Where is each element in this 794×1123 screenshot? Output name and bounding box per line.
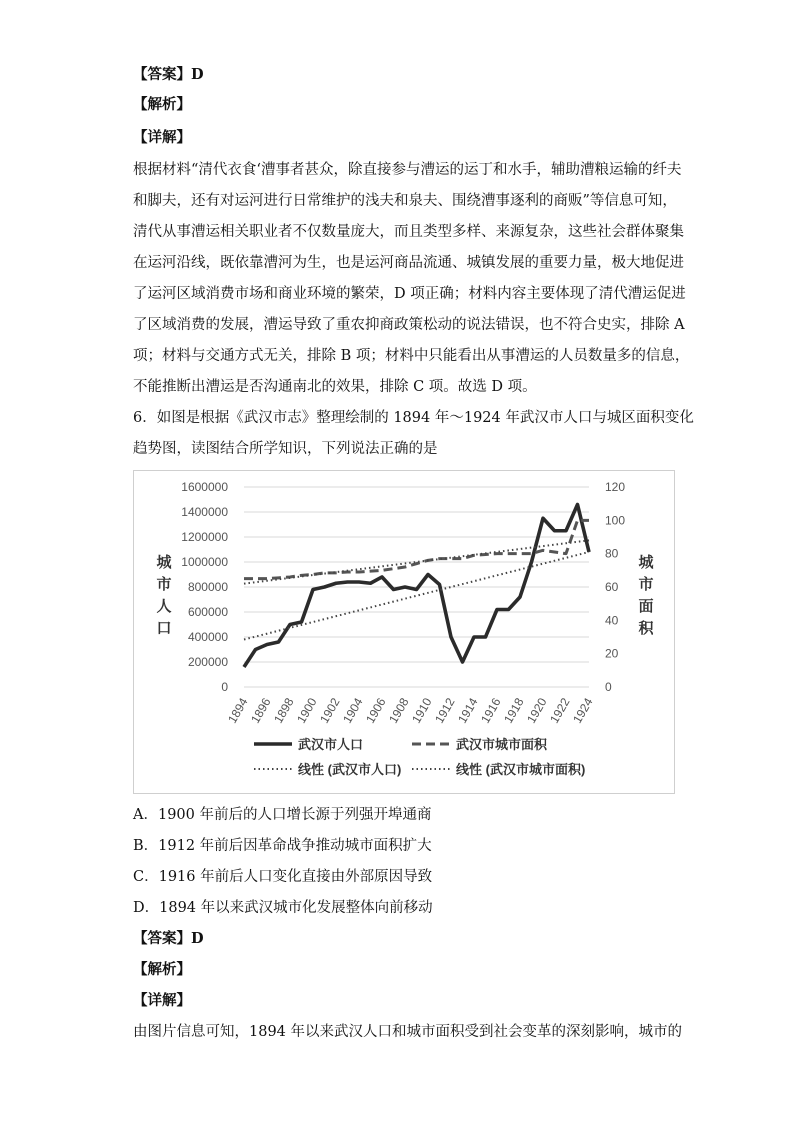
x-tick-label: 1906 — [363, 695, 389, 726]
x-tick-label: 1912 — [432, 695, 458, 726]
y-right-tick-label: 80 — [605, 546, 619, 561]
y-right-axis-title: 面 — [638, 598, 654, 615]
analysis-label: 【解析】 — [133, 961, 191, 978]
y-right-tick-label: 60 — [605, 580, 619, 594]
x-tick-label: 1914 — [455, 695, 481, 726]
paragraph-line: 项；材料与交通方式无关，排除 B 项；材料中只能看出从事漕运的人员数量多的信息， — [133, 348, 690, 364]
x-tick-label: 1924 — [570, 695, 596, 726]
y-right-tick-label: 20 — [605, 646, 619, 661]
y-right-tick-label: 100 — [605, 513, 626, 528]
legend-label: 武汉市城市面积 — [456, 737, 548, 752]
paragraph-line: 根据材料“清代衣食‘漕事者甚众，除直接参与漕运的运丁和水手，辅助漕粮运输的纤夫 — [133, 162, 682, 178]
option-c: C．1916 年前后人口变化直接由外部原因导致 — [133, 869, 433, 885]
x-tick-label: 1916 — [478, 695, 504, 726]
y-right-tick-label: 120 — [605, 480, 626, 494]
chart-svg — [134, 471, 674, 793]
paragraph-line: 在运河沿线，既依靠漕河为生，也是运河商品流通、城镇发展的重要力量，极大地促进 — [133, 255, 684, 271]
option-b: B．1912 年前后因革命战争推动城市面积扩大 — [133, 838, 432, 854]
y-left-axis-title: 口 — [156, 620, 172, 637]
x-tick-label: 1904 — [340, 695, 366, 726]
legend-label: 武汉市人口 — [298, 737, 364, 752]
x-tick-label: 1908 — [386, 695, 412, 726]
y-left-axis-title: 人 — [156, 598, 172, 615]
y-left-tick-label: 1000000 — [181, 555, 228, 569]
y-right-axis-title: 积 — [638, 620, 654, 637]
x-tick-label: 1896 — [248, 695, 274, 726]
y-left-tick-label: 1200000 — [181, 530, 228, 544]
x-tick-label: 1902 — [317, 695, 343, 726]
x-tick-label: 1894 — [225, 695, 251, 726]
option-d: D．1894 年以来武汉城市化发展整体向前移动 — [133, 900, 433, 916]
series-line — [244, 520, 589, 578]
question-line: 6．如图是根据《武汉市志》整理绘制的 1894 年～1924 年武汉市人口与城区面积变化 — [133, 410, 694, 426]
y-left-tick-label: 1600000 — [181, 480, 228, 494]
population-area-chart — [133, 470, 675, 794]
x-tick-label: 1922 — [547, 695, 573, 726]
legend-label: 线性 (武汉市城市面积) — [456, 762, 586, 777]
question-line: 趋势图，读图结合所学知识，下列说法正确的是 — [133, 441, 438, 457]
y-right-axis-title: 城 — [638, 554, 654, 571]
series-line — [244, 505, 589, 668]
paragraph-line: 了运河区域消费市场和商业环境的繁荣，D 项正确；材料内容主要体现了清代漕运促进 — [133, 286, 686, 302]
y-left-tick-label: 0 — [221, 680, 228, 694]
paragraph-line: 清代从事漕运相关职业者不仅数量庞大，而且类型多样、来源复杂，这些社会群体聚集 — [133, 224, 684, 240]
y-left-tick-label: 400000 — [187, 630, 228, 644]
x-tick-label: 1920 — [524, 695, 550, 726]
paragraph-line: 和脚夫，还有对运河进行日常维护的浅夫和泉夫、围绕漕事逐利的商贩”等信息可知， — [133, 193, 677, 209]
analysis-label: 【解析】 — [133, 96, 191, 113]
y-right-axis-title: 市 — [638, 576, 654, 593]
detail-label: 【详解】 — [133, 992, 191, 1009]
y-left-tick-label: 1400000 — [181, 505, 228, 519]
paragraph-line: 了区域消费的发展，漕运导致了重农抑商政策松动的说法错误，也不符合史实，排除 A — [133, 317, 685, 333]
y-left-tick-label: 200000 — [187, 655, 228, 669]
paragraph-line: 由图片信息可知，1894 年以来武汉人口和城市面积受到社会变革的深刻影响，城市的 — [133, 1024, 683, 1040]
answer-label: 【答案】D — [133, 930, 204, 947]
x-tick-label: 1900 — [294, 695, 320, 726]
y-left-axis-title: 市 — [156, 576, 172, 593]
paragraph-line: 不能推断出漕运是否沟通南北的效果，排除 C 项。故选 D 项。 — [133, 379, 537, 395]
y-left-tick-label: 600000 — [187, 605, 228, 619]
detail-label: 【详解】 — [133, 129, 191, 146]
x-tick-label: 1898 — [271, 695, 297, 726]
x-tick-label: 1910 — [409, 695, 435, 726]
x-tick-label: 1918 — [501, 695, 527, 726]
option-a: A．1900 年前后的人口增长源于列强开埠通商 — [133, 807, 432, 823]
y-right-tick-label: 0 — [605, 680, 612, 694]
y-right-tick-label: 40 — [605, 613, 619, 628]
answer-label: 【答案】D — [133, 66, 204, 83]
y-left-axis-title: 城 — [156, 554, 172, 571]
legend-label: 线性 (武汉市人口) — [298, 762, 402, 777]
y-left-tick-label: 800000 — [187, 580, 228, 594]
